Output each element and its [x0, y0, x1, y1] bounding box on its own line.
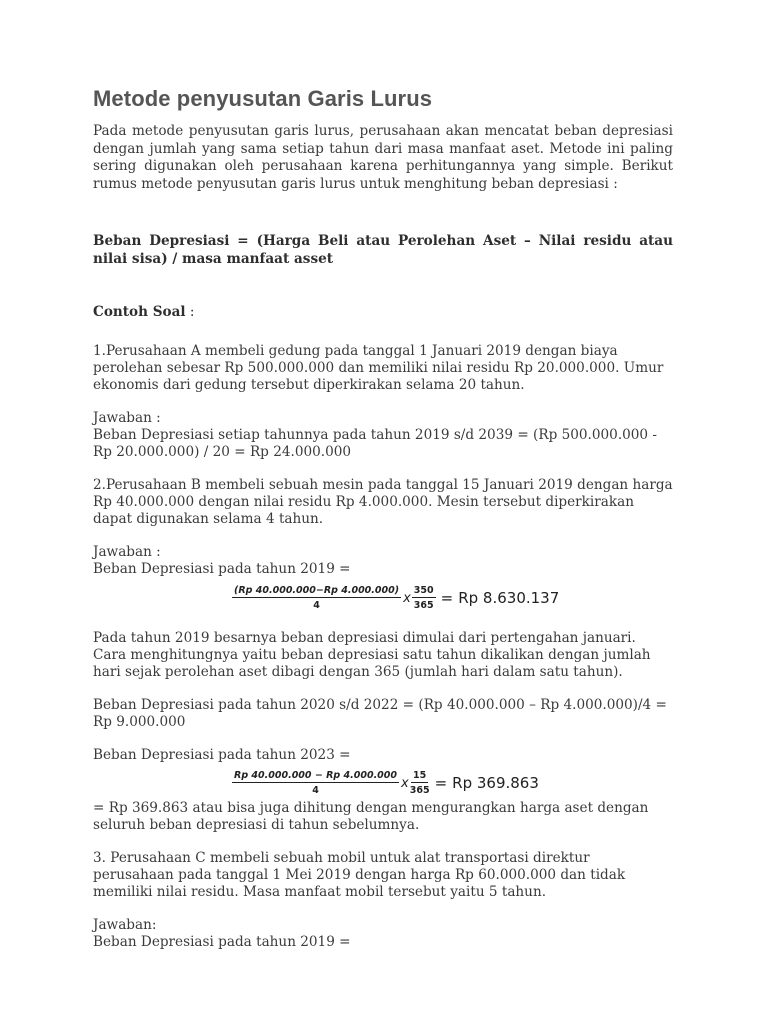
example-heading — [93, 304, 673, 320]
answer-3-line-2019: Beban Depresiasi pada tahun 2019 = — [93, 934, 351, 950]
answer-2-line-2023: Beban Depresiasi pada tahun 2023 = — [93, 747, 351, 763]
answer-2-line-2020: Beban Depresiasi pada tahun 2020 s/d 2022 = (Rp 40.000.000 – Rp 4.000.000)/4 = Rp 9.000.000 — [93, 697, 667, 730]
answer-1: Beban Depresiasi setiap tahunnya pada tahun 2019 s/d 2039 = (Rp 500.000.000 - Rp 20.000.000) / 20 = Rp 24.000.000 — [93, 427, 657, 460]
answer-3-label: Jawaban: — [93, 917, 157, 933]
formula-2019-day-fraction — [412, 585, 436, 611]
formula-2023-days: 15 — [413, 770, 427, 781]
formula-2019-main-fraction — [232, 585, 401, 611]
example-heading-colon: : — [185, 304, 195, 320]
question-2: 2.Perusahaan B membeli sebuah mesin pada tanggal 15 Januari 2019 dengan harga Rp 40.000.000 dengan nilai residu Rp 4.000.000. Mesin tersebut diperkirakan dapat digunakan selama 4 tahun. — [93, 477, 673, 527]
answer-2-after-2023: = Rp 369.863 atau bisa juga dihitung dengan mengurangkan harga aset dengan seluruh beban depresiasi di tahun sebelumnya. — [93, 800, 649, 833]
formula-2019-equals: = — [440, 589, 454, 607]
explanation-2019: Pada tahun 2019 besarnya beban depresiasi dimulai dari pertengahan januari. Cara menghitungnya yaitu beban depresiasi satu tahun dikalikan dengan jumlah hari sejak perolehan aset dibagi dengan 365 (jumlah hari dalam satu tahun). — [93, 630, 651, 680]
answer-1-label: Jawaban : — [93, 410, 161, 426]
question-3: 3. Perusahaan C membeli sebuah mobil untuk alat transportasi direktur perusahaan pada tanggal 1 Mei 2019 dengan harga Rp 60.000.000 dan tidak memiliki nilai residu. Masa manfaat mobil tersebut yaitu 5 tahun. — [93, 850, 626, 900]
formula-2023-equals: = — [434, 774, 448, 792]
question-1: 1.Perusahaan A membeli gedung pada tanggal 1 Januari 2019 dengan biaya perolehan sebesar Rp 500.000.000 dan memiliki nilai residu Rp 20.000.000. Umur ekonomis dari gedung tersebut diperkirakan selama 20 tahun. — [93, 343, 664, 393]
formula-2019-denominator: 4 — [313, 600, 320, 611]
formula-2023-numerator: Rp 40.000.000 − Rp 4.000.000 — [234, 770, 398, 781]
formula-2019 — [232, 582, 673, 614]
formula-2023-result: Rp 369.863 — [452, 774, 539, 792]
intro-paragraph: Pada metode penyusutan garis lurus, perusahaan akan mencatat beban depresiasi dengan jumlah yang sama setiap tahun dari masa manfaat aset. Metode ini paling sering digunakan oleh perusahaan karena perhitungannya yang simple. Berikut rumus metode penyusutan garis lurus untuk menghitung beban depresiasi : — [93, 123, 673, 192]
example-heading-label: Contoh Soal — [93, 304, 186, 320]
formula-2023-denominator: 4 — [312, 785, 319, 796]
formula-2023 — [232, 766, 673, 800]
formula-2023-times: x — [401, 775, 409, 791]
formula-2019-times: x — [403, 590, 411, 606]
depreciation-formula-text: Beban Depresiasi = (Harga Beli atau Perolehan Aset – Nilai residu atau nilai sisa) / masa manfaat asset — [93, 233, 673, 267]
document-page — [93, 86, 673, 951]
formula-2019-numerator: (Rp 40.000.000−Rp 4.000.000) — [234, 585, 400, 596]
formula-2019-days-year: 365 — [413, 600, 434, 611]
formula-2019-days: 350 — [413, 585, 434, 596]
answer-2-line-2019: Beban Depresiasi pada tahun 2019 = — [93, 561, 351, 577]
answer-2-label: Jawaban : — [93, 544, 161, 560]
formula-2023-days-year: 365 — [409, 785, 430, 796]
formula-2019-result: Rp 8.630.137 — [458, 589, 560, 607]
formula-2023-main-fraction — [232, 770, 399, 796]
formula-2023-day-fraction — [410, 770, 430, 796]
page-title: Metode penyusutan Garis Lurus — [93, 86, 433, 111]
